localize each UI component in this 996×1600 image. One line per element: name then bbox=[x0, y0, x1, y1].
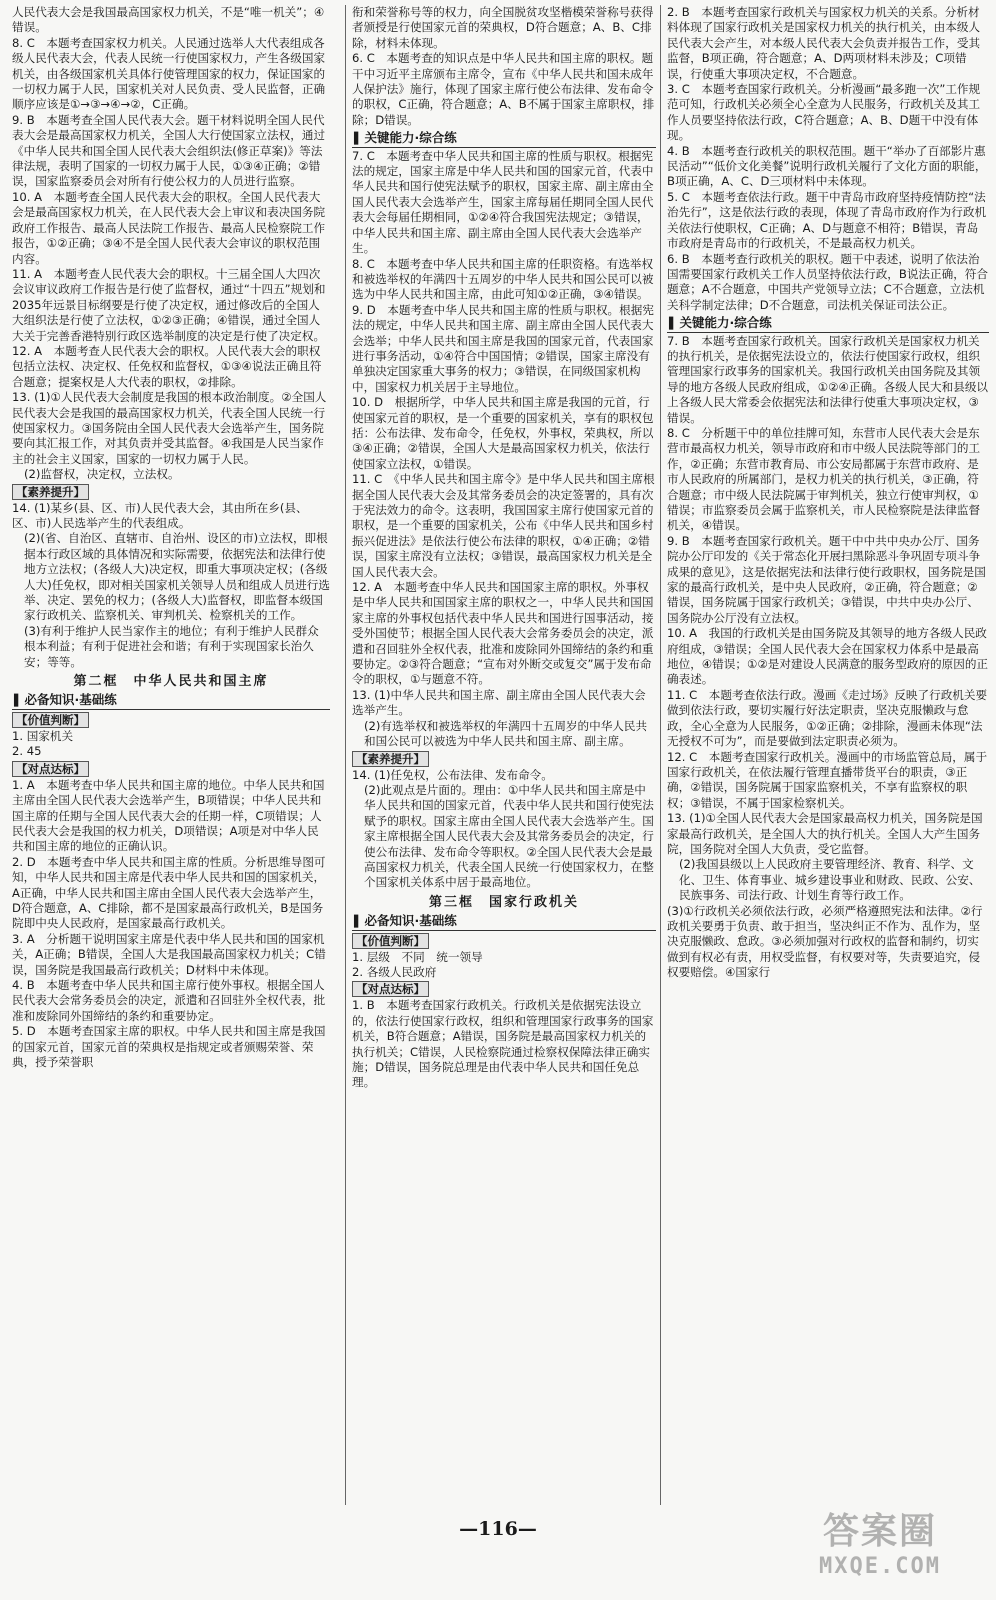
answer-paragraph: 9. D 本题考查中华人民共和国主席的性质与职权。根据宪法的规定，中华人民共和国主席、副主席由全国人民代表大会选举；中华人民共和国主席是我国的国家元首，代表国家进行事务活动，①④符合中国国情；②错误，国家主席没有单独决定国家重大事务的权力；③错误，在同级国家机构中，国家权力机关居于主导地位。 bbox=[352, 302, 654, 394]
section-heading: ▌ 关键能力·综合练 bbox=[667, 315, 989, 332]
watermark-logo bbox=[780, 1510, 980, 1586]
answer-paragraph: 13. (1)中华人民共和国主席、副主席由全国人民代表大会选举产生。 bbox=[352, 687, 646, 718]
answer-paragraph: 8. C 本题考查中华人民共和国主席的任职资格。有选举权和被选举权的年满四十五周岁的中华人民共和国公民可以被选为中华人民共和国主席，由此可知①②正确，③④错误。 bbox=[352, 256, 654, 302]
lesson-title: 第三框 国家行政机关 bbox=[428, 894, 579, 910]
answer-paragraph: 7. C 本题考查中华人民共和国主席的性质与职权。根据宪法的规定，国家主席是中华人民共和国的国家元首，代表中华人民共和国行使宪法赋予的职权，国家主席、副主席由全国人民代表大会选举产生，国家主席每届任期同全国人民代表大会每届任期相同，①②④符合我国宪法规定；③错误，中华人民共和国主席、副主席由全国人民代表大会选举产生。 bbox=[352, 148, 654, 256]
answer-paragraph: (2)我国县级以上人民政府主要管理经济、教育、科学、文化、卫生、体育事业、城乡建设事业和财政、民政、公安、民族事务、司法行政、计划生育等行政工作。 bbox=[679, 857, 981, 903]
answer-paragraph: 12. A 本题考查人民代表大会的职权。人民代表大会的职权包括立法权、决定权、任免权和监督权，①③④说法正确且符合题意；提案权是人大代表的职权，②排除。 bbox=[12, 343, 322, 389]
section-heading: ▌ 必备知识·基础练 bbox=[352, 913, 656, 930]
answer-paragraph: (3)①行政机关必须依法行政，必须严格遵照宪法和法律。②行政机关要勇于负责、敢于担当，坚决纠正不作为、乱作为，坚决克服懒政、怠政。③必须加强对行政权的监督和制约，切实做到有权必有责，用权受监督，有权要对等，失责要追究，侵权要赔偿。④国家行 bbox=[667, 903, 983, 980]
subsection-label: 【素养提升】 bbox=[352, 751, 429, 767]
answer-paragraph: 14. (1)某乡(县、区、市)人民代表大会，其由所在乡(县、区、市)人民选举产生的代表组成。 bbox=[12, 500, 308, 530]
answer-paragraph: 3. C 本题考查国家行政机关。分析漫画“最多跑一次”工作规范可知，行政机关必须全心全意为人民服务，行政机关及其工作人员要坚持依法行政，C符合题意；A、B、D题干中没有体现。 bbox=[667, 82, 981, 143]
answer-paragraph: 6. B 本题考查行政机关的职权。题干中表述，说明了依法治国需要国家行政机关工作人员坚持依法行政，B说法正确，符合题意；A不合题意，中国共产党领导立法；C不合题意，立法机关科学制定法律；D不合题意，司法机关保证司法公正。 bbox=[667, 251, 988, 312]
answer-paragraph: 5. C 本题考查依法行政。题干中青岛市政府坚持疫情防控“法治先行”，这是依法行政的表现，体现了青岛市政府作为行政机关依法行使职权，C正确；A、D与题意不相符；B错误，青岛市政府是青岛市的行政机关，不是最高权力机关。 bbox=[667, 189, 987, 251]
answer-paragraph: 5. D 本题考查国家主席的职权。中华人民共和国主席是我国的国家元首，国家元首的荣典权是指规定或者颁赐荣誉、荣典，授予荣誉职 bbox=[12, 1024, 326, 1069]
page-number: —116— bbox=[459, 1518, 537, 1540]
answer-paragraph: 7. B 本题考查国家行政机关。国家行政机关是国家权力机关的执行机关，是依据宪法设立的，依法行使国家行政权，组织管理国家行政事务的国家机关。我国行政机关由国务院及其领导的地方各级人民政府组成，①②④正确。各级人民大和县级以上各级人民大常委会依据宪法和法律行使重大事项决定权，③错误。 bbox=[667, 333, 989, 425]
subsection-label: 【对点达标】 bbox=[12, 761, 89, 777]
answer-paragraph: 11. C 《中华人民共和国主席令》是中华人民共和国主席根据全国人民代表大会及其常务委员会的决定签署的，具有次于宪法效力的命令。这表明，我国国家主席行使国家元首的职权，是一个重要的国家机关，公布《中华人民共和国乡村振兴促进法》是依法行使公布法律的职权，①④正确；②错误，国家主席没有立法权；③错误，最高国家权力机关是全国人民代表大会。 bbox=[352, 472, 655, 579]
answer-paragraph: 12. A 本题考查中华人民共和国国家主席的职权。外事权是中华人民共和国国家主席的职权之一，中华人民共和国国家主席的外事权包括代表中华人民共和国进行国事活动，接受外国使节；根据全国人民代表大会常务委员会的决定，派遣和召回驻外全权代表，批准和废除同外国缔结的条约和重要协定。②③符合题意；“宣布对外断交或复交”属于发布命令的职权，①与题意不符。 bbox=[352, 580, 654, 687]
answer-paragraph: 11. A 本题考查人民代表大会的职权。十三届全国人大四次会议审议政府工作报告是行使了监督权，通过“十四五”规划和2035年远景目标纲要是行使了决定权，通过修改后的全国人大组织法是行使了立法权，①②③正确；④错误，通过全国人大关于完善香港特别行政区选举制度的决定是行使了决定权。 bbox=[12, 266, 326, 343]
answer-paragraph: 1. 国家机关 bbox=[12, 728, 74, 743]
subsection-label: 【价值判断】 bbox=[352, 933, 429, 949]
answer-paragraph: 1. A 本题考查中华人民共和国主席的地位。中华人民共和国主席由全国人民代表大会选举产生，B项错误；中华人民共和国主席的任期与全国人民代表大会的任期一样，C项错误；人民代表大会是我国的权力机关，D项错误；A项是对中华人民共和国主席的地位的正确认识。 bbox=[12, 777, 325, 854]
answer-paragraph: 14. (1)任免权，公布法律、发布命令。 bbox=[352, 767, 553, 782]
answer-paragraph: 8. C 本题考查国家权力机关。人民通过选举人大代表组成各级人民代表大会，代表人民统一行使国家权力，产生各级国家机关，由各级国家机关具体行使管理国家的权力，保证国家的一切权力属于人民，国家机关对人民负责、受人民监督，正确顺序应该是①→③→④→②，C正确。 bbox=[12, 35, 326, 112]
answer-paragraph: 10. A 我国的行政机关是由国务院及其领导的地方各级人民政府组成，③错误；全国人民代表大会在国家权力体系中是最高地位，④错误；①②是对建设人民满意的服务型政府的原因的正确表述。 bbox=[667, 626, 989, 687]
answer-paragraph: 9. B 本题考查全国人民代表大会。题干材料说明全国人民代表大会是最高国家权力机关，全国人大行使国家立法权，通过《中华人民共和国全国人民代表大会组织法(修正草案)》等法律法规，表明了国家的一切权力属于人民，①③④正确；②错误，国家监察委员会对所有行使公权力的人员进行监察。 bbox=[12, 112, 326, 189]
answer-paragraph: 4. B 本题考查行政机关的职权范围。题干“举办了百部影片惠民活动”“低价文化美餐”说明行政机关履行了文化方面的职能，B项正确，A、C、D三项材料中未体现。 bbox=[667, 143, 987, 189]
answer-paragraph: 8. C 分析题干中的单位挂牌可知，东营市人民代表大会是东营市最高权力机关，领导市政府和市中级人民法院等部门的工作，②正确；东营市教育局、市公安局都属于东营市政府、是市人民政府的所属部门，是权力机关的执行机关，③正确，符合题意；市中级人民法院属于审判机关，独立行使审判权，①错误；市监察委员会属于监察机关，市人民检察院是法律监督机关，④错误。 bbox=[667, 425, 981, 533]
answer-paragraph: 4. B 本题考查中华人民共和国主席行使外事权。根据全国人民代表大会常务委员会的决定，派遣和召回驻外全权代表，批准和废除同外国缔结的条约和重要协定。 bbox=[12, 977, 326, 1023]
answer-paragraph: (2)此观点是片面的。理由：①中华人民共和国主席是中华人民共和国的国家元首，代表中华人民共和国行使宪法赋予的职权。国家主席由全国人民代表大会选举产生。国家主席根据全国人民代表大会及其常务委员会的决定，行使公布法律、发布命令等职权。②全国人民代表大会是最高国家权力机关，代表全国人民统一行使国家权力，在整个国家机关体系中居于最高地位。 bbox=[364, 782, 654, 890]
answer-paragraph: 3. A 分析题干说明国家主席是代表中华人民共和国的国家机关，A正确；B错误，全国人大是我国最高国家权力机关；C错误，国务院是我国最高行政机关；D材料中未体现。 bbox=[12, 931, 326, 977]
answer-paragraph: 2. B 本题考查国家行政机关与国家权力机关的关系。分析材料体现了国家行政机关是国家权力机关的执行机关，由本级人民代表大会产生，对本级人民代表大会负责并报告工作，受其监督，B项正确，符合题意；A、D两项材料未涉及；C项错误，行使重大事项决定权，不合题意。 bbox=[667, 5, 981, 81]
answer-paragraph: 9. B 本题考查国家行政机关。题干中中共中央办公厅、国务院办公厅印发的《关于常态化开展扫黑除恶斗争巩固专项斗争成果的意见》，这是依据宪法和法律行使行政职权，国务院是国家的最高行政机关，是中央人民政府，②正确，符合题意；②错误，国务院属于国家行政机关；③错误，中共中央办公厅、国务院办公厅没有立法权。 bbox=[667, 533, 986, 625]
section-heading: ▌ 关键能力·综合练 bbox=[352, 130, 656, 147]
watermark-bottom-text: MXQE.COM bbox=[819, 1554, 941, 1579]
answer-paragraph: (2)监督权，决定权，立法权。 bbox=[24, 467, 180, 482]
answer-paragraph: 衔和荣誉称号等的权力，向全国脱贫攻坚楷模荣誉称号获得者颁授是行使国家元首的荣典权，D符合题意；A、B、C排除，材料未体现。 bbox=[352, 5, 654, 50]
answer-paragraph: 2. 45 bbox=[12, 744, 42, 759]
answer-paragraph: 6. C 本题考查的知识点是中华人民共和国主席的职权。题干中习近平主席颁布主席令，宣布《中华人民共和国未成年人保护法》施行，体现了国家主席行使公布法律、发布命令的职权，C正确，符合题意；A、B不属于国家主席职权，排除；D错误。 bbox=[352, 51, 655, 127]
answer-paragraph: 2. 各级人民政府 bbox=[352, 964, 437, 979]
lesson-title: 第二框 中华人民共和国主席 bbox=[73, 674, 269, 690]
subsection-label: 【价值判断】 bbox=[12, 712, 89, 728]
subsection-label: 【素养提升】 bbox=[12, 484, 89, 500]
answer-paragraph: 10. A 本题考查全国人民代表大会的职权。全国人民代表大会是最高国家权力机关，在人民代表大会上审议和表决国务院政府工作报告、最高人民法院工作报告、最高人民检察院工作报告，①②正确；③④不是全国人民代表大会审议的职权范围内容。 bbox=[12, 189, 326, 266]
answer-paragraph: 12. C 本题考查国家行政机关。漫画中的市场监管总局，属于国家行政机关，在依法履行管理直播带货平台的职责，③正确，②错误，国务院属于国家监察机关，不享有监察权的职权；③错误，不属于国家检察机关。 bbox=[667, 749, 988, 810]
column-left bbox=[12, 5, 330, 1505]
column-middle bbox=[345, 5, 656, 1505]
answer-paragraph: 1. 层级 不同 统一领导 bbox=[352, 949, 483, 964]
answer-paragraph: 13. (1)①全国人民代表大会是国家最高权力机关，国务院是国家最高行政机关，是全国人大的执行机关。全国人大产生国务院，国务院对全国人大负责，受它监督。 bbox=[667, 811, 983, 856]
section-heading: ▌ 必备知识·基础练 bbox=[12, 692, 330, 709]
answer-paragraph: 11. C 本题考查依法行政。漫画《走过场》反映了行政机关要做到依法行政，要切实履行好法定职责，坚决克服懒政与怠政，全心全意为人民服务，①②正确；②排除，漫画未体现“法无授权不可为”，而是要做到法定职责必须为。 bbox=[667, 687, 988, 749]
answer-paragraph: (2)有选举权和被选举权的年满四十五周岁的中华人民共和国公民可以被选为中华人民共和国主席、副主席。 bbox=[364, 718, 648, 749]
answer-paragraph: 10. D 根据所学，中华人民共和国主席是我国的元首，行使国家元首的职权，是一个重要的国家机关，享有的职权包括：公布法律、发布命令，任免权，外事权，荣典权，所以③④正确；②错误，全国人大是最高国家权力机关，依法行使国家立法权，①错误。 bbox=[352, 395, 654, 471]
answer-paragraph: 1. B 本题考查国家行政机关。行政机关是依据宪法设立的，依法行使国家行政权，组织和管理国家行政事务的国家机关，B符合题意；A错误，国务院是最高国家权力机关的执行机关；C错误，人民检察院通过检察权保障法律正确实施；D错误，国务院总理是由代表中华人民共和国任免总理。 bbox=[352, 998, 654, 1090]
answer-paragraph: 2. D 本题考查中华人民共和国主席的性质。分析思维导图可知，中华人民共和国主席是代表中华人民共和国的国家机关，A正确，中华人民共和国主席由全国人民代表大会选举产生，D符合题意，A、C排除，都不是国家最高行政机关，B是国务院即中央人民政府，是国家最高行政机关。 bbox=[12, 854, 326, 931]
answer-paragraph: (2)(省、自治区、直辖市、自治州、设区的市)立法权，即根据本行政区域的具体情况和实际需要，依据宪法和法律行使地方立法权；(各级人大)决定权，即重大事项决定权；(各级人大)任免权，即对相关国家机关领导人员和组成人员进行选举、决定、罢免的权力；(各级人大)监督权，即监督本级国家行政机关、监察机关、审判机关、检察机关的工作。 bbox=[24, 531, 330, 623]
watermark-top-text: 答案圈 bbox=[822, 1511, 937, 1552]
subsection-label: 【对点达标】 bbox=[352, 981, 429, 997]
answer-paragraph: (3)有利于维护人民当家作主的地位；有利于维护人民群众根本利益；有利于促进社会和谐；有利于实现国家长治久安；等等。 bbox=[24, 623, 319, 669]
answer-paragraph: 13. (1)①人民代表大会制度是我国的根本政治制度。②全国人民代表大会是我国的最高国家权力机关，代表全国人民统一行使国家权力。③国务院由全国人民代表大会选举产生，国务院要向其汇报工作，对其负责并受其监督。④我国是人民当家作主的社会主义国家，国家的一切权力属于人民。 bbox=[12, 390, 327, 466]
column-right bbox=[660, 5, 989, 1505]
answer-paragraph: 人民代表大会是我国最高国家权力机关，不是“唯一机关”；④错误。 bbox=[12, 5, 325, 35]
